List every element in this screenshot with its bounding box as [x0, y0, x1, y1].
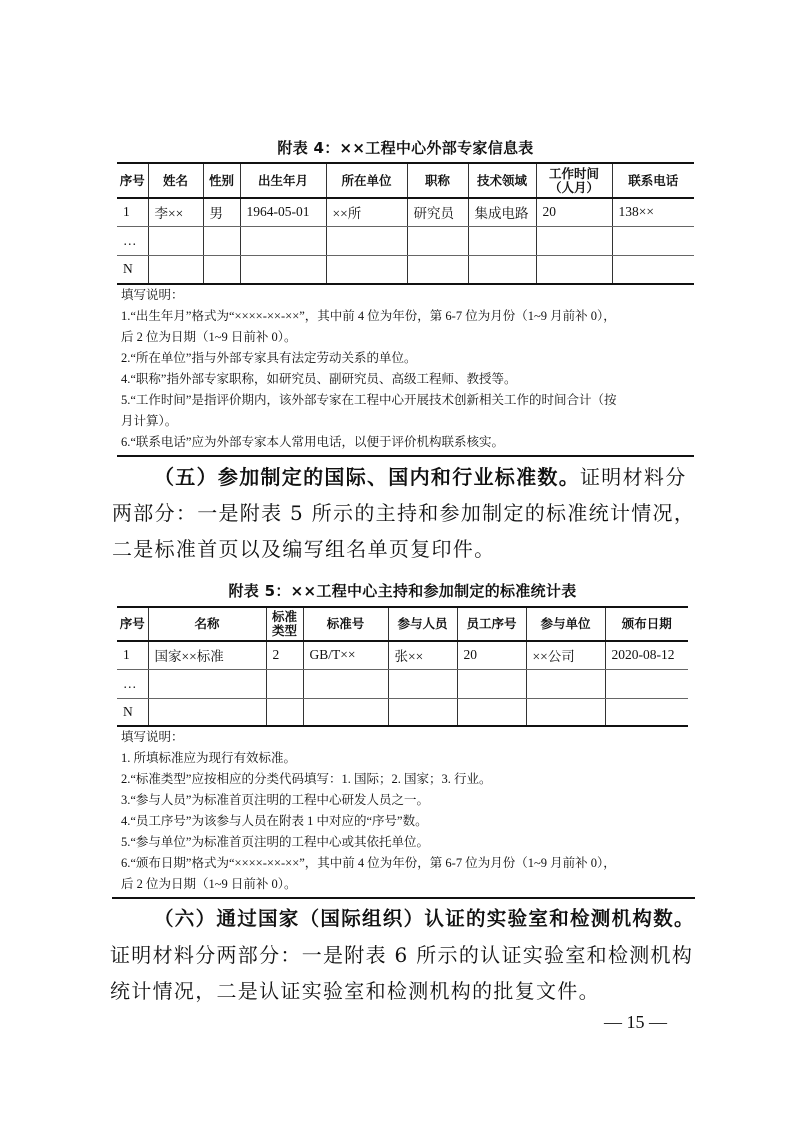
table-cell: [240, 255, 326, 284]
table4-header-work-time: 工作时间（人月）: [536, 163, 612, 198]
table4-header-gender: 性别: [203, 163, 240, 198]
table-cell: 男: [203, 198, 240, 226]
table-cell: 集成电路: [468, 198, 536, 226]
table-cell: [266, 669, 303, 698]
table-cell: [203, 255, 240, 284]
table-cell: …: [117, 226, 148, 255]
table5-header-type-line1: 标准: [271, 609, 297, 624]
table4-header-organization: 所在单位: [326, 163, 407, 198]
table-cell: [526, 698, 605, 726]
table5-header-participant: 参与人员: [388, 607, 457, 641]
table-cell: 2020-08-12: [605, 641, 688, 669]
table-cell: 2: [266, 641, 303, 669]
section6-line3: 统计情况，二是认证实验室和检测机构的批复文件。: [110, 979, 600, 1003]
table4-note: 1.“出生年月”格式为“××××-××-××”，其中前 4 位为年份，第 6-7 位为月份（1~9 月前补 0），: [121, 309, 616, 323]
table-cell: 研究员: [407, 198, 468, 226]
table4-notes: [121, 285, 616, 453]
section6-line2: 证明材料分两部分：一是附表 6 所示的认证实验室和检测机构: [110, 943, 694, 967]
table-cell: 138××: [612, 198, 694, 226]
table-cell: [457, 698, 526, 726]
table-row: [117, 255, 694, 284]
page-number: — 15 —: [604, 1012, 667, 1032]
table-row: [117, 198, 694, 226]
table5-note: 2.“标准类型”应按相应的分类代码填写：1. 国际；2. 国家；3. 行业。: [121, 772, 492, 786]
table-cell: N: [117, 698, 148, 726]
table-cell: [468, 226, 536, 255]
table-cell: [605, 698, 688, 726]
table4-note: 后 2 位为日期（1~9 日前补 0）。: [121, 330, 297, 344]
table-cell: [388, 698, 457, 726]
table4-header-row: [117, 163, 694, 198]
table5-notes: [121, 727, 616, 895]
table-cell: [457, 669, 526, 698]
table-cell: [612, 255, 694, 284]
table5-header-index: 序号: [117, 607, 148, 641]
table-cell: ××公司: [526, 641, 605, 669]
table4-notes-title: 填写说明：: [121, 288, 184, 302]
table4-header-field: 技术领域: [468, 163, 536, 198]
table4-expert-info: [117, 162, 694, 285]
table-cell: 1: [117, 641, 148, 669]
table-cell: [407, 255, 468, 284]
table-cell: [536, 226, 612, 255]
table-cell: [407, 226, 468, 255]
table-cell: 国家××标准: [148, 641, 266, 669]
table-cell: …: [117, 669, 148, 698]
table-cell: [303, 669, 388, 698]
section5-line1: [154, 460, 687, 494]
table4-notes-divider: [117, 455, 694, 457]
table5-caption: 附表 5：××工程中心主持和参加制定的标准统计表: [228, 582, 577, 600]
table4-caption: 附表 4：××工程中心外部专家信息表: [277, 139, 534, 157]
table4-header-title: 职称: [407, 163, 468, 198]
table-cell: [388, 669, 457, 698]
table5-note: 1. 所填标准应为现行有效标准。: [121, 751, 297, 765]
table5-standards: [117, 606, 688, 727]
table4-header-phone: 联系电话: [612, 163, 694, 198]
table-cell: ××所: [326, 198, 407, 226]
table-cell: [605, 669, 688, 698]
table5-header-type-line2: 类型: [271, 623, 297, 638]
section5-heading: （五）参加制定的国际、国内和行业标准数。: [154, 465, 580, 489]
table-cell: N: [117, 255, 148, 284]
table5-note: 6.“颁布日期”格式为“××××-××-××”，其中前 4 位为年份，第 6-7 位为月份（1~9 月前补 0），: [121, 856, 616, 870]
table-cell: GB/T××: [303, 641, 388, 669]
table-cell: [468, 255, 536, 284]
table4-note: 5.“工作时间”是指评价期内，该外部专家在工程中心开展技术创新相关工作的时间合计（按: [121, 393, 617, 407]
table5-header-row: [117, 607, 688, 641]
section6-heading: （六）通过国家（国际组织）认证的实验室和检测机构数。: [154, 907, 695, 930]
table5-note: 5.“参与单位”为标准首页注明的工程中心或其依托单位。: [121, 835, 429, 849]
table5-note: 后 2 位为日期（1~9 日前补 0）。: [121, 877, 297, 891]
table-cell: [203, 226, 240, 255]
table-cell: [148, 226, 203, 255]
section5-line3: 二是标准首页以及编写组名单页复印件。: [112, 537, 496, 561]
section5-line2: 两部分：一是附表 5 所示的主持和参加制定的标准统计情况，: [112, 501, 696, 525]
table5-header-unit: 参与单位: [526, 607, 605, 641]
table4-note: 2.“所在单位”指与外部专家具有法定劳动关系的单位。: [121, 351, 417, 365]
table-cell: 1: [117, 198, 148, 226]
table-row: [117, 641, 688, 669]
table5-header-date: 颁布日期: [605, 607, 688, 641]
table4-note: 月计算）。: [121, 414, 178, 428]
table5-notes-divider: [112, 897, 695, 899]
table-cell: [148, 698, 266, 726]
table5-note: 3.“参与人员”为标准首页注明的工程中心研发人员之一。: [121, 793, 429, 807]
table5-notes-title: 填写说明：: [121, 730, 184, 744]
table5-header-type: [266, 607, 303, 641]
table-cell: [326, 255, 407, 284]
table5-note: 4.“员工序号”为该参与人员在附表 1 中对应的“序号”数。: [121, 814, 428, 828]
table4-note: 6.“联系电话”应为外部专家本人常用电话，以便于评价机构联系核实。: [121, 435, 504, 449]
table-cell: 20: [536, 198, 612, 226]
table-cell: [148, 255, 203, 284]
table4-note: 4.“职称”指外部专家职称，如研究员、副研究员、高级工程师、教授等。: [121, 372, 517, 386]
table-cell: [303, 698, 388, 726]
table4-header-name: 姓名: [148, 163, 203, 198]
table-row: [117, 669, 688, 698]
table-cell: 1964-05-01: [240, 198, 326, 226]
table-cell: 20: [457, 641, 526, 669]
table5-header-name: 名称: [148, 607, 266, 641]
table4-header-index: 序号: [117, 163, 148, 198]
section5-line1-tail: 证明材料分: [580, 465, 687, 489]
table-cell: [148, 669, 266, 698]
table5-header-standard-no: 标准号: [303, 607, 388, 641]
table-cell: [536, 255, 612, 284]
table-cell: [326, 226, 407, 255]
table-cell: [526, 669, 605, 698]
table-row: [117, 226, 694, 255]
table-cell: [266, 698, 303, 726]
table-cell: 李××: [148, 198, 203, 226]
table5-header-staff-no: 员工序号: [457, 607, 526, 641]
table-cell: [240, 226, 326, 255]
table-cell: [612, 226, 694, 255]
table4-header-birth: 出生年月: [240, 163, 326, 198]
table-row: [117, 698, 688, 726]
table-cell: 张××: [388, 641, 457, 669]
